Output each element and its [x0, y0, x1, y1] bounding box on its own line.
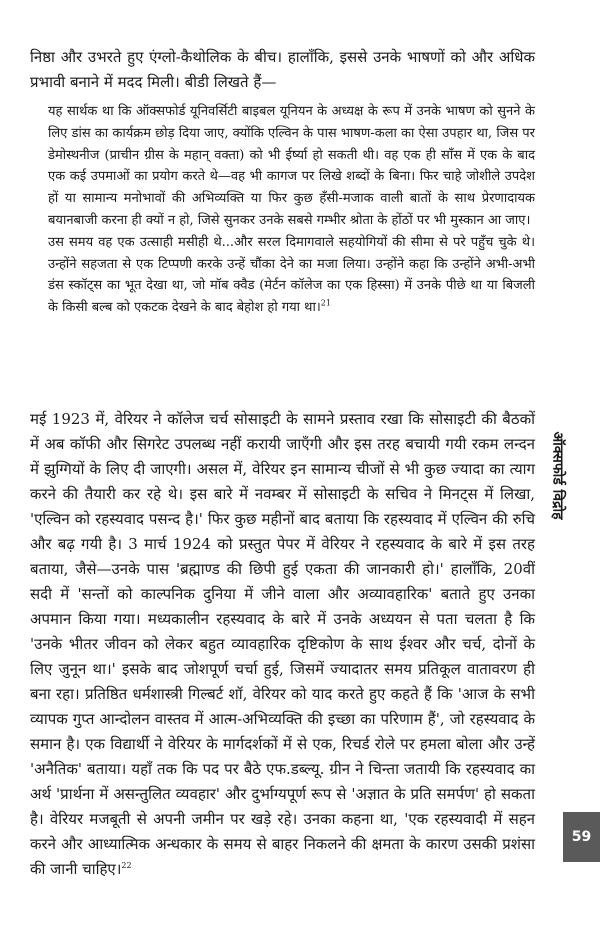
- quote-paragraph-1: यह सार्थक था कि ऑक्सफोर्ड यूनिवर्सिटी बाइबल यूनियन के अध्यक्ष के रूप में उनके भाषण को सुनने के लिए डांस का कार्यक्रम छोड़ दिया जाए, क्योंकि एल्विन के पास भाषण-कला का ऐसा उपहार था, जिस पर डेमोस्थनीज (प्राचीन ग्रीस के महान् वक्ता) को भी ईर्ष्या हो सकती थी। वह एक ही साँस में एक के बाद एक कई उपमाओं का प्रयोग करते थे—वह भी कागज पर लिखे शब्दों के बिना। फिर चाहे जोशीले उपदेश हों या सामान्य मनोभावों की अभिव्यक्ति या फिर कुछ हँसी-मजाक वाली बातों के साथ प्रेरणादायक बयानबाजी करना ही क्यों न हो, जिसे सुनकर उनके सबसे गम्भीर श्रोता के होंठों पर भी मुस्कान आ जाए।: [48, 104, 535, 228]
- quote-paragraph-2: [48, 232, 535, 319]
- quote-paragraph-2-text: उस समय वह एक उत्साही मसीही थे...और सरल दिमागवाले सहयोगियों की सीमा से परे पहुँच चुके थे। उन्होंने सहजता से एक टिप्पणी करके उन्हें चौंका देने का मजा लिया। उन्होंने कहा कि उन्होंने अभी-अभी डंस स्कॉट्स का भूत देखा था, जो मॉब क्वैड (मेर्टन कॉलेज का एक हिस्सा) में उनके पीछे था या बिजली के किसी बल्ब को एकटक देखने के बाद बेहोश हो गया था।: [48, 234, 535, 316]
- main-paragraph-text: मई 1923 में, वेरियर ने कॉलेज चर्च सोसाइटी के सामने प्रस्ताव रखा कि सोसाइटी की बैठकों में अब कॉफी और सिगरेट उपलब्ध नहीं करायी जाएँगी और इस तरह बचायी गयी रकम लन्दन में झुग्गियों के लिए दी जाएगी। असल में, वेरियर इन सामान्य चीजों से भी कुछ ज्यादा का त्याग करने की तैयारी कर रहे थे। इस बारे में नवम्बर में सोसाइटी के सचिव ने मिनट्स में लिखा, 'एल्विन को रहस्यवाद पसन्द है।' फिर कुछ महीनों बाद बताया कि रहस्यवाद में एल्विन की रुचि और बढ़ गयी है। 3 मार्च 1924 को प्रस्तुत पेपर में वेरियर ने रहस्यवाद के बारे में इस तरह बताया, जैसे—उनके पास 'ब्रह्माण्ड की छिपी हुई एकता की जानकारी हो।' हालाँकि, 20वीं सदी में 'सन्तों को काल्पनिक दुनिया में जीने वाला और अव्यावहारिक' बताते हुए उनका अपमान किया गया। मध्यकालीन रहस्यवाद के बारे में उनके अध्ययन से पता चलता है कि 'उनके भीतर जीवन को लेकर बहुत व्यावहारिक दृष्टिकोण के साथ ईश्वर और चर्च, दोनों के लिए जुनून था।' इसके बाद जोशपूर्ण चर्चा हुई, जिसमें ज्यादातर समय प्रतिकूल वातावरण ही बना रहा। प्रतिष्ठित धर्मशास्त्री गिल्बर्ट शॉ, वेरियर को याद करते हुए कहते हैं कि 'आज के सभी व्यापक गुप्त आन्दोलन वास्तव में आत्म-अभिव्यक्ति की इच्छा का परिणाम हैं', जो रहस्यवाद के समान है। एक विद्यार्थी ने वेरियर के मार्गदर्शकों में से एक, रिचर्ड रोले पर हमला बोला और उन्हें 'अनैतिक' बताया। यहाँ तक कि पद पर बैठे एफ.डब्ल्यू. ग्रीन ने चिन्ता जतायी कि रहस्यवाद का अर्थ 'प्रार्थना में असन्तुलित व्यवहार' और दुर्भाग्यपूर्ण रूप से 'अज्ञात के प्रति समर्पण' हो सकता है। वेरियर मजबूती से अपनी जमीन पर खड़े रहे। उनका कहना था, 'एक रहस्यवादी में सहन करने और आध्यात्मिक अन्धकार के समय से बाहर निकलने की क्षमता के कारण उसकी प्रशंसा की जानी चाहिए।: [30, 410, 535, 878]
- main-paragraph: [30, 407, 535, 882]
- block-quote: [48, 101, 535, 319]
- footnote-ref-22: 22: [121, 861, 132, 870]
- footnote-ref-21: 21: [320, 298, 331, 308]
- page-number: 59: [571, 829, 592, 845]
- page-number-tab: [563, 812, 600, 862]
- opening-paragraph-text: निष्ठा और उभरते हुए एंग्लो-कैथोलिक के बीच। हालाँकि, इससे उनके भाषणों को और अधिक प्रभावी बनाने में मदद मिली। बीडी लिखते हैं—: [30, 48, 535, 91]
- opening-paragraph: [30, 45, 535, 95]
- chapter-side-title: [538, 405, 578, 545]
- chapter-side-title-text: ऑक्सफोर्ड विद्रोह: [549, 430, 566, 520]
